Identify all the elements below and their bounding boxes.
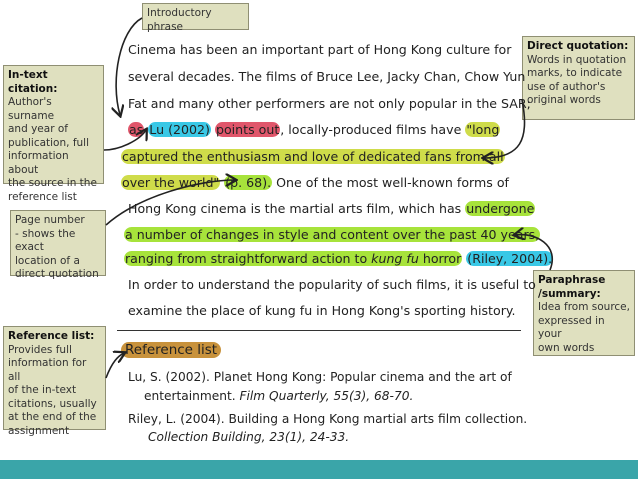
callout-in-text-line: information about — [8, 150, 69, 176]
body-line: Fat and many other performers are not only popular in the SAR; — [128, 96, 531, 111]
body-line: In order to understand the popularity of such films, it is useful to — [128, 277, 536, 292]
body-line: several decades. The films of Bruce Lee, Jacky Chan, Chow Yun — [128, 69, 526, 84]
highlight-introductory-as: as — [129, 122, 144, 137]
body-line: Cinema has been an important part of Hong Kong culture for — [128, 42, 512, 57]
reference-entry — [144, 389, 413, 403]
callout-direct-quotation-line: original words — [527, 94, 601, 106]
callout-page-number-line: Page number — [15, 214, 85, 226]
highlight-paraphrase: a number of changes in style and content over the past 40 years, — [125, 227, 540, 242]
body-text: Hong Kong cinema is the martial arts film, which has — [128, 201, 466, 216]
body-text: , locally-produced films have — [280, 122, 462, 137]
callout-paraphrase-line: expressed in your — [538, 314, 605, 340]
body-line — [128, 201, 535, 216]
callout-in-text-line: the source in the — [8, 177, 97, 189]
callout-direct-quotation-line: Words in quotation — [527, 53, 627, 66]
callout-page-number — [10, 210, 106, 280]
body-line — [121, 175, 509, 190]
highlight-direct-quote: "long — [466, 122, 500, 137]
callout-in-text-line: and year of — [8, 123, 68, 135]
paraphrase-text: ranging from straightforward action to — [125, 251, 372, 266]
body-line — [121, 149, 505, 164]
reference-text: entertainment. — [144, 389, 240, 403]
callout-direct-quotation-line: marks, to indicate — [527, 67, 623, 79]
callout-paraphrase-title: Paraphrase — [538, 274, 606, 286]
highlight-paraphrase: undergone — [466, 201, 535, 216]
callout-reference-list-line: at the end of the — [8, 411, 97, 423]
reference-entry: Lu, S. (2002). Planet Hong Kong: Popular cinema and the art of — [128, 370, 512, 384]
body-line — [124, 227, 540, 242]
highlight-page-number: (p. 68). — [225, 175, 272, 190]
body-text: One of the most well-known forms of — [272, 175, 509, 190]
callout-direct-quotation — [522, 36, 635, 120]
callout-in-text-line: reference list — [8, 190, 77, 203]
footer-bar — [0, 460, 638, 479]
callout-in-text-line: Author's surname — [8, 96, 55, 122]
reference-journal: Collection Building, 23(1), 24-33. — [148, 430, 350, 444]
callout-in-text-line: publication, full — [8, 136, 90, 149]
callout-reference-list-title: Reference list: — [8, 330, 95, 342]
reference-list-heading — [121, 342, 221, 358]
callout-direct-quotation-line: use of author's — [527, 80, 606, 93]
callout-page-number-line: location of a — [15, 254, 80, 267]
callout-reference-list — [3, 326, 106, 437]
reference-entry: Riley, L. (2004). Building a Hong Kong martial arts film collection. — [128, 412, 528, 426]
body-line: examine the place of kung fu in Hong Kong's sporting history. — [128, 303, 516, 318]
callout-in-text-citation — [3, 65, 104, 203]
callout-reference-list-line: of the in-text — [8, 384, 77, 396]
highlight-reference-heading: Reference list — [121, 342, 221, 358]
divider-line — [117, 330, 521, 331]
callout-paraphrase-title: /summary: — [538, 287, 601, 300]
reference-journal: Film Quarterly, 55(3), 68-70. — [239, 389, 414, 403]
highlight-in-text-citation: (Riley, 2004). — [467, 251, 553, 266]
highlight-paraphrase — [124, 251, 462, 266]
callout-paraphrase-line: own words — [538, 341, 595, 354]
callout-page-number-line: - shows the exact — [15, 227, 76, 253]
callout-reference-list-line: information for all — [8, 357, 87, 383]
highlight-direct-quote: over the world" — [122, 175, 220, 190]
callout-page-number-line: direct quotation — [15, 268, 99, 280]
callout-in-text-citation-title: In-text citation: — [8, 69, 58, 95]
callout-introductory-phrase — [142, 3, 249, 33]
callout-reference-list-line: assignment — [8, 424, 70, 437]
callout-introductory-phrase-title: Introductory phrase — [147, 7, 212, 33]
body-line — [124, 251, 553, 266]
body-line — [128, 122, 500, 137]
highlight-in-text-citation: Lu (2002) — [149, 122, 210, 137]
highlight-direct-quote: captured the enthusiasm and love of dedicated fans from all — [122, 149, 504, 164]
callout-reference-list-line: citations, usually — [8, 397, 97, 410]
callout-paraphrase-line: Idea from source, — [538, 301, 630, 313]
callout-direct-quotation-title: Direct quotation: — [527, 40, 629, 52]
callout-reference-list-line: Provides full — [8, 343, 72, 356]
highlight-introductory-verb: points out — [215, 122, 280, 137]
paraphrase-text: horror — [418, 251, 462, 266]
paraphrase-italic: kung fu — [371, 251, 419, 266]
callout-paraphrase — [533, 270, 635, 356]
